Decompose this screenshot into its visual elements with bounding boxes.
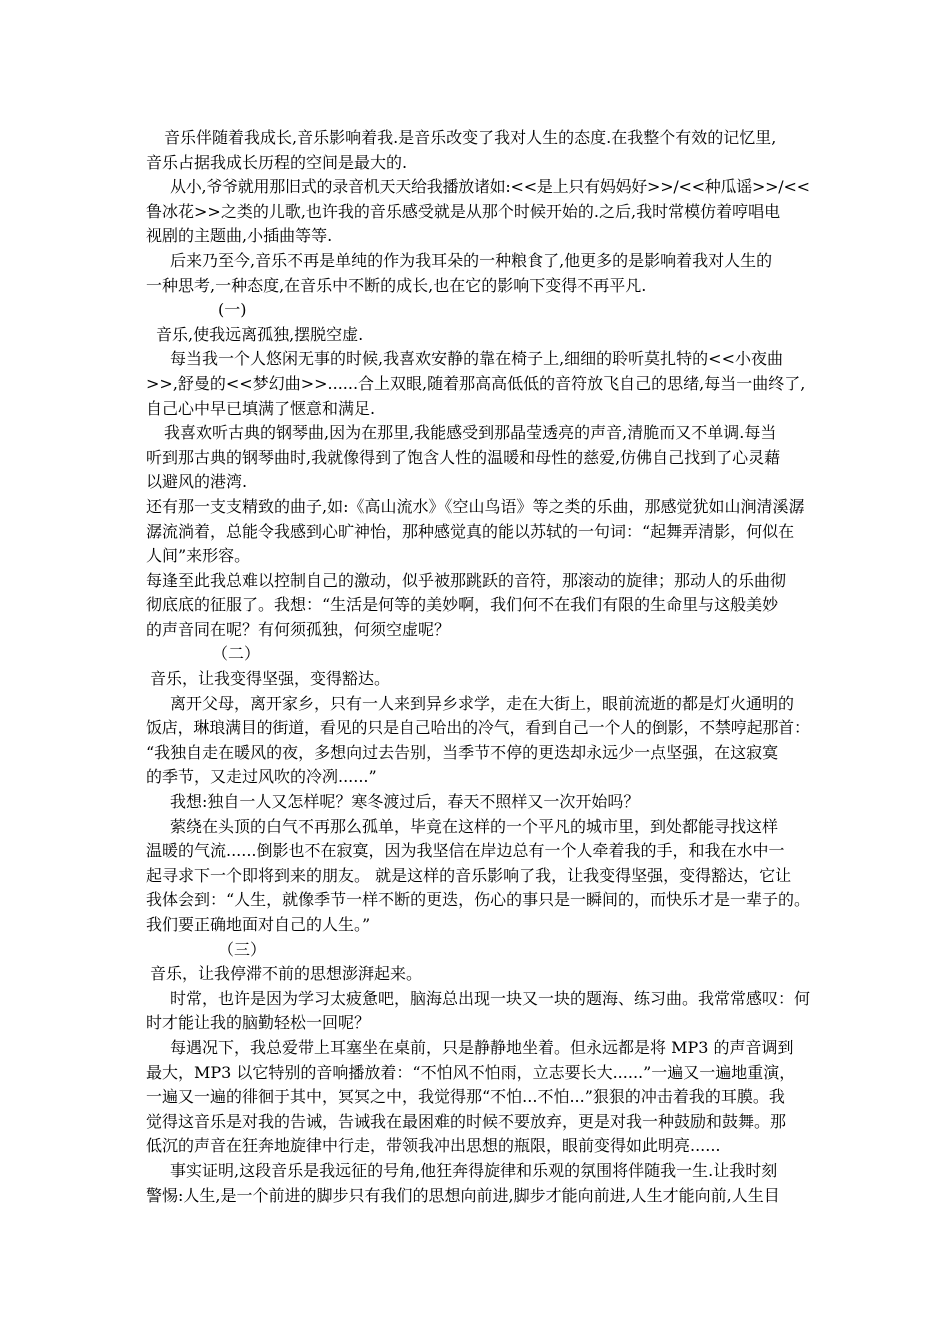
paragraph-line: 时常，也许是因为学习太疲惫吧，脑海总出现一块又一块的题海、练习曲。我常常感叹：何 [170,988,810,1008]
paragraph-line: 一种思考,一种态度,在音乐中不断的成长,也在它的影响下变得不再平凡. [146,275,647,295]
paragraph-line: 事实证明,这段音乐是我远征的号角,他狂奔得旋律和乐观的氛围将伴随我一生.让我时刻 [170,1160,778,1180]
section-heading: （三） [218,939,267,959]
paragraph-line: “我独自走在暖风的夜，多想向过去告别，当季节不停的更迭却永远少一点坚强，在这寂寞 [146,742,779,762]
paragraph-line: 的声音同在呢？有何须孤独，何须空虚呢？ [146,619,451,639]
paragraph-line: 每逢至此我总难以控制自己的激动，似乎被那跳跃的音符，那滚动的旋律；那动人的乐曲彻 [146,570,787,590]
paragraph-line: 音乐占据我成长历程的空间是最大的. [146,152,408,172]
paragraph-line: 音乐伴随着我成长,音乐影响着我.是音乐改变了我对人生的态度.在我整个有效的记忆里, [164,128,777,147]
paragraph-line: 每当我一个人悠闲无事的时候,我喜欢安静的靠在椅子上,细细的聆听莫扎特的<<小夜曲 [170,349,783,369]
paragraph-line: 警惕:人生,是一个前进的脚步只有我们的思想向前进,脚步才能向前进,人生才能向前,人生目 [146,1185,780,1205]
paragraph-line: 起寻求下一个即将到来的朋友。 就是这样的音乐影响了我，让我变得坚强，变得豁达，它让 [146,865,792,885]
document-body [146,126,810,1208]
section-heading: （二） [212,644,261,664]
section-heading: (一) [218,300,247,320]
paragraph-line: 觉得这音乐是对我的告诫，告诫我在最困难的时候不要放弃，更是对我一种鼓励和鼓舞。那 [146,1111,787,1131]
paragraph-line: 潺流淌着，总能令我感到心旷神怡，那种感觉真的能以苏轼的一句词：“起舞弄清影，何似在 [146,521,795,541]
paragraph-line: >>,舒曼的<<梦幻曲>>......合上双眼,随着那高高低低的音符放飞自己的思绪,每当一曲终了, [146,373,806,393]
paragraph-line: 听到那古典的钢琴曲时,我就像得到了饱含人性的温暖和母性的慈爱,仿佛自己找到了心灵藉 [146,447,781,467]
section-subtitle: 音乐,使我远离孤独,摆脱空虚. [156,324,364,344]
paragraph-line: 后来乃至今,音乐不再是单纯的作为我耳朵的一种粮食了,他更多的是影响着我对人生的 [170,250,773,270]
paragraph-line: 我们要正确地面对自己的人生。” [146,915,371,934]
paragraph-line: 一遍又一遍的徘徊于其中，冥冥之中，我觉得那“不怕...不怕...”狠狠的冲击着我的耳膜。我 [146,1087,785,1107]
paragraph-line: 萦绕在头顶的白气不再那么孤单，毕竟在这样的一个平凡的城市里，到处都能寻找这样 [170,816,779,836]
paragraph-line: 自己心中早已填满了惬意和满足. [146,398,376,418]
paragraph-line: 视剧的主题曲,小插曲等等. [146,226,333,246]
section-subtitle: 音乐，让我变得坚强，变得豁达。 [150,669,391,689]
paragraph-line: 的季节，又走过风吹的冷冽......” [146,767,377,787]
paragraph-line: 最大，MP3 以它特别的音响播放着：“不怕风不怕雨，立志要长大......”一遍又一遍地重演， [146,1062,796,1082]
paragraph-line: 每遇况下，我总爱带上耳塞坐在桌前，只是静静地坐着。但永远都是将 MP3 的声音调到 [170,1037,794,1057]
paragraph-line: 还有那一支支精致的曲子,如:《高山流水》《空山鸟语》等之类的乐曲，那感觉犹如山涧清溪潺 [146,496,805,516]
paragraph-line: 饭店，琳琅满目的街道，看见的只是自己哈出的冷气，看到自己一个人的倒影，不禁哼起那首： [146,718,810,738]
section-subtitle: 音乐，让我停滞不前的思想澎湃起来。 [150,964,423,984]
paragraph-line: 时才能让我的脑勤轻松一回呢？ [146,1013,371,1033]
paragraph-line: 温暖的气流......倒影也不在寂寞，因为我坚信在岸边总有一个人牵着我的手，和我在水中一 [146,841,785,861]
paragraph-line: 从小,爷爷就用那旧式的录音机天天给我播放诸如:<<是上只有妈妈好>>/<<种瓜谣>>/<< [170,177,810,197]
paragraph-line: 人间”来形容。 [146,546,251,566]
paragraph-line: 以避风的港湾. [146,472,248,492]
paragraph-line: 鲁冰花>>之类的儿歌,也许我的音乐感受就是从那个时候开始的.之后,我时常模仿着哼唱电 [146,201,781,221]
paragraph-line: 低沉的声音在狂奔地旋律中行走，带领我冲出思想的瓶限，眼前变得如此明亮...... [146,1136,721,1156]
paragraph-line: 彻底底的征服了。我想：“生活是何等的美妙啊，我们何不在我们有限的生命里与这般美妙 [146,595,779,615]
paragraph-line: 离开父母，离开家乡，只有一人来到异乡求学，走在大街上，眼前流逝的都是灯火通明的 [170,693,795,713]
paragraph-line: 我喜欢听古典的钢琴曲,因为在那里,我能感受到那晶莹透亮的声音,清脆而又不单调.每当 [164,423,777,443]
paragraph-line: 我体会到：“人生，就像季节一样不断的更迭，伤心的事只是一瞬间的，而快乐才是一辈子的。 [146,890,810,910]
paragraph-line: 我想:独自一人又怎样呢？寒冬渡过后，春天不照样又一次开始吗？ [170,792,640,812]
